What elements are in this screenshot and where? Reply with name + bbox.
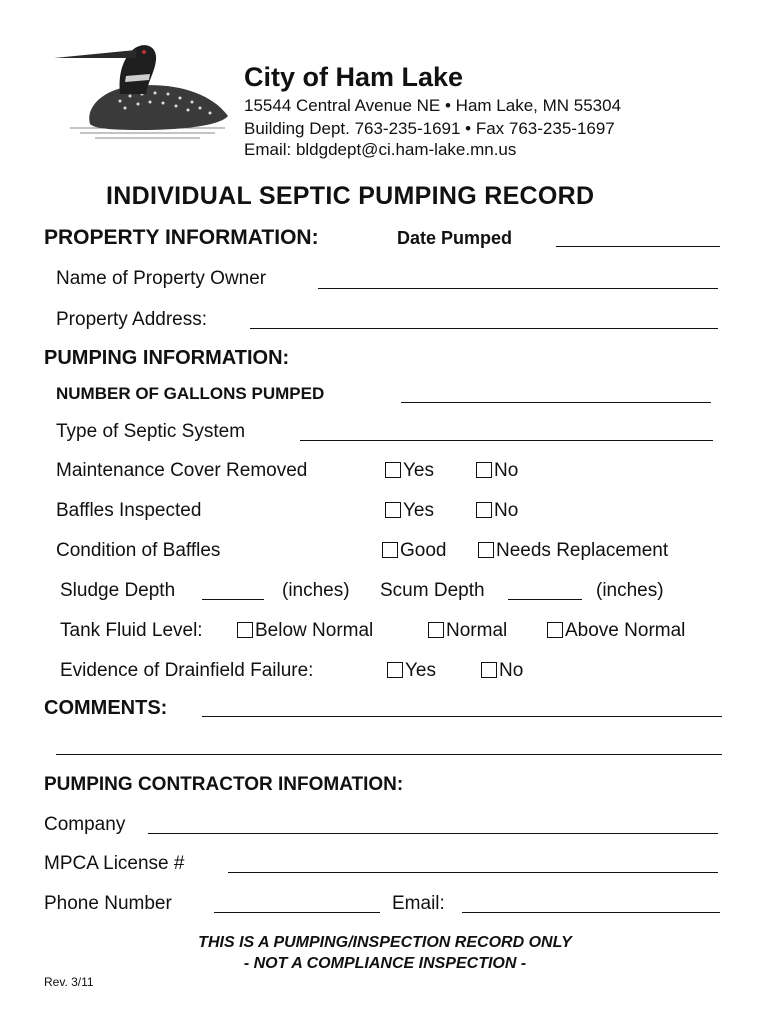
drainfield-label: Evidence of Drainfield Failure: [60,660,314,681]
date-pumped-field[interactable] [556,246,720,247]
cover-no-checkbox[interactable] [476,462,492,478]
sludge-unit: (inches) [282,580,350,601]
footer-note-line-1: THIS IS A PUMPING/INSPECTION RECORD ONLY [198,934,572,951]
baffles-yes[interactable] [385,500,434,522]
gallons-field[interactable] [401,402,711,403]
revision-label: Rev. 3/11 [44,975,94,989]
drainfield-yes-checkbox[interactable] [387,662,403,678]
fluid-below-normal-label: Below Normal [255,620,374,641]
cover-no[interactable] [476,460,518,482]
condition-needs-replacement-checkbox[interactable] [478,542,494,558]
city-address: 15544 Central Avenue NE • Ham Lake, MN 55304 [244,96,622,115]
fluid-below-normal-checkbox[interactable] [237,622,253,638]
city-name: City of Ham Lake [244,62,464,92]
scum-unit: (inches) [596,580,664,601]
cover-yes-label: Yes [403,460,434,481]
comments-heading: COMMENTS: [44,697,168,719]
baffles-inspected-label: Baffles Inspected [56,500,202,521]
condition-needs-replacement[interactable] [478,540,668,562]
address-field[interactable] [250,328,718,329]
email-label: Email: [392,893,445,914]
license-field[interactable] [228,872,718,873]
drainfield-no-checkbox[interactable] [481,662,497,678]
address-label: Property Address: [56,309,208,330]
drainfield-yes-label: Yes [405,660,436,681]
gallons-label: NUMBER OF GALLONS PUMPED [56,384,325,403]
company-field[interactable] [148,833,718,834]
sludge-field[interactable] [202,599,264,600]
baffles-yes-label: Yes [403,500,434,521]
fluid-above-normal-checkbox[interactable] [547,622,563,638]
fluid-normal-label: Normal [446,620,508,641]
owner-field[interactable] [318,288,718,289]
form-title: INDIVIDUAL SEPTIC PUMPING RECORD [106,182,595,210]
drainfield-yes[interactable] [387,660,436,682]
fluid-above-normal[interactable] [547,620,685,642]
city-phone: Building Dept. 763-235-1691 • Fax 763-235-1697 [244,119,615,138]
condition-good[interactable] [382,540,446,562]
cover-yes[interactable] [385,460,434,482]
condition-needs-replacement-label: Needs Replacement [496,540,669,561]
owner-label: Name of Property Owner [56,268,267,289]
fluid-below-normal[interactable] [237,620,373,642]
loon-icon [50,36,235,144]
baffles-no-checkbox[interactable] [476,502,492,518]
company-label: Company [44,814,126,835]
fluid-normal[interactable] [428,620,507,642]
city-email: Email: bldgdept@ci.ham-lake.mn.us [244,140,517,159]
date-pumped-label: Date Pumped [397,228,513,248]
system-type-field[interactable] [300,440,713,441]
fluid-normal-checkbox[interactable] [428,622,444,638]
baffles-condition-label: Condition of Baffles [56,540,221,561]
contractor-heading: PUMPING CONTRACTOR INFOMATION: [44,774,404,795]
cover-label: Maintenance Cover Removed [56,460,308,481]
baffles-no[interactable] [476,500,518,522]
baffles-yes-checkbox[interactable] [385,502,401,518]
drainfield-no[interactable] [481,660,523,682]
pumping-heading: PUMPING INFORMATION: [44,347,290,369]
sludge-label: Sludge Depth [60,580,176,601]
phone-field[interactable] [214,912,380,913]
baffles-no-label: No [494,500,519,521]
drainfield-no-label: No [499,660,524,681]
property-heading: PROPERTY INFORMATION: [44,226,319,249]
scum-label: Scum Depth [380,580,485,601]
footer-note-line-2: - NOT A COMPLIANCE INSPECTION - [243,955,527,972]
condition-good-label: Good [400,540,447,561]
condition-good-checkbox[interactable] [382,542,398,558]
email-field[interactable] [462,912,720,913]
scum-field[interactable] [508,599,582,600]
comments-field-line-2[interactable] [56,754,722,755]
system-type-label: Type of Septic System [56,421,246,442]
cover-no-label: No [494,460,519,481]
fluid-level-label: Tank Fluid Level: [60,620,203,641]
fluid-above-normal-label: Above Normal [565,620,686,641]
phone-label: Phone Number [44,893,172,914]
comments-field-line-1[interactable] [202,716,722,717]
license-label: MPCA License # [44,853,185,874]
cover-yes-checkbox[interactable] [385,462,401,478]
